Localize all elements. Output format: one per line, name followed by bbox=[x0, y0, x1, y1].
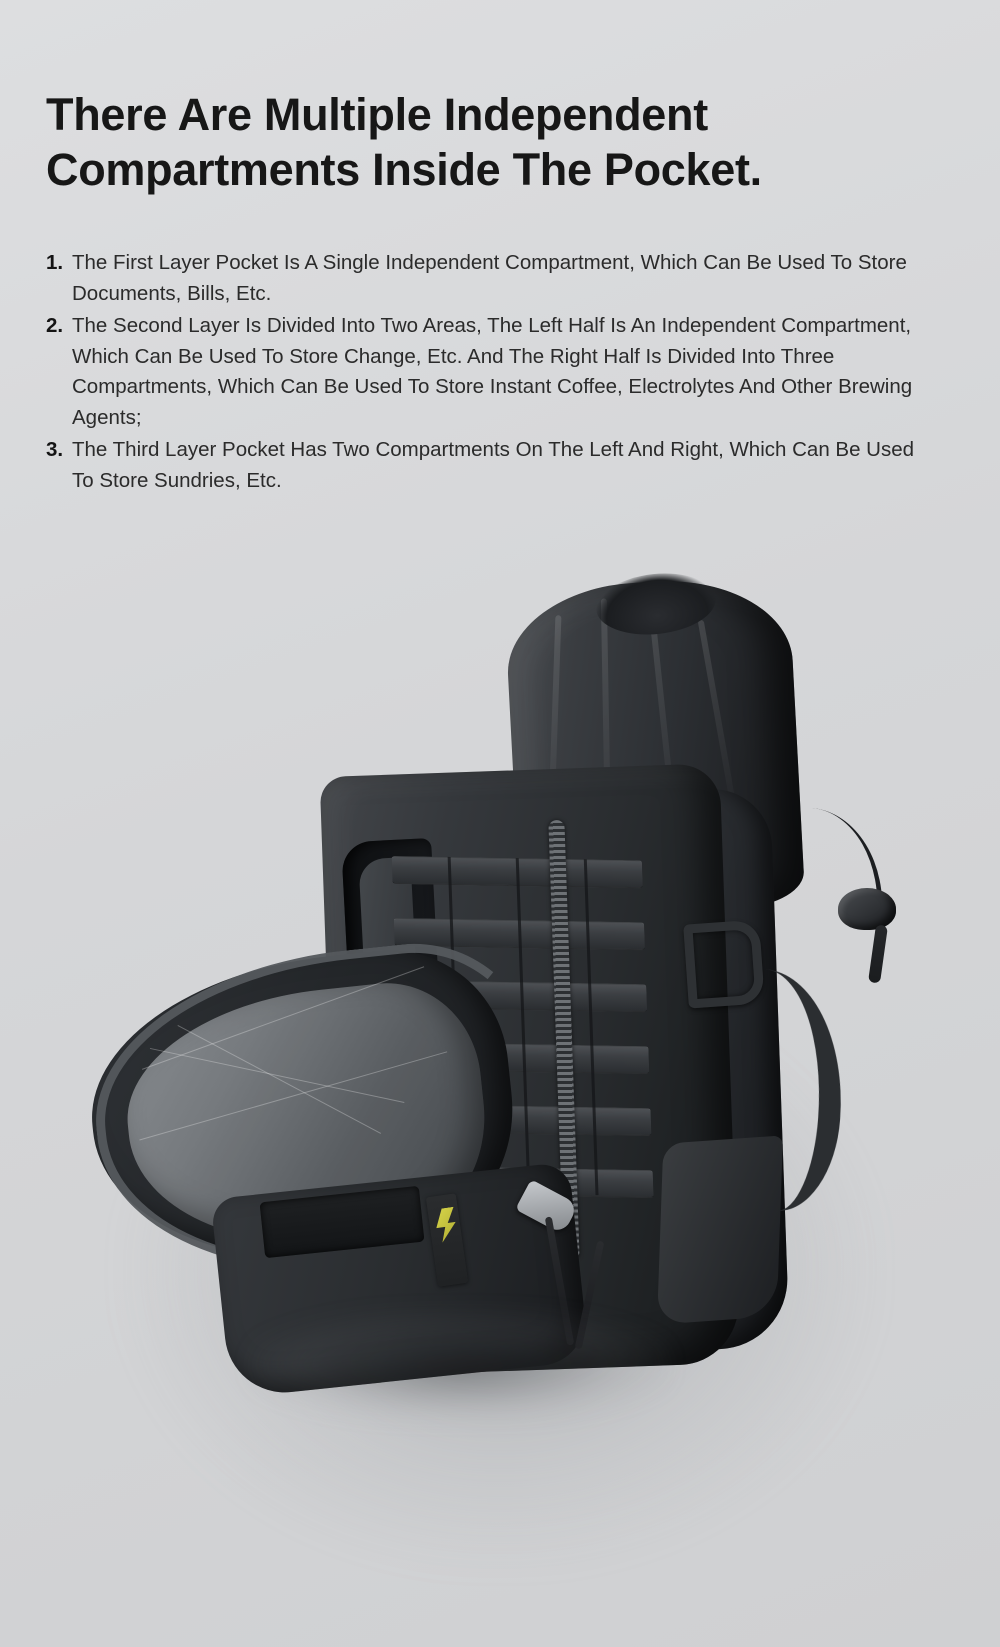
list-item-text: The Second Layer Is Divided Into Two Areas, The Left Half Is An Independent Compartment, Which Can Be Used To Store Change, Etc. And The Right Half Is Divided Into Three Compartments, Which Can Be Used To Store Instant Coffee, Electrolytes And Other Brewing Agents; bbox=[72, 314, 913, 429]
strap-lower-section bbox=[657, 1135, 783, 1324]
list-item-number: 2. bbox=[46, 314, 64, 338]
contact-shadow bbox=[250, 1310, 670, 1420]
list-item bbox=[46, 435, 926, 496]
product-photo bbox=[0, 540, 1000, 1647]
list-item-text: The First Layer Pocket Is A Single Independent Compartment, Which Can Be Used To Store Documents, Bills, Etc. bbox=[72, 251, 907, 305]
list-item bbox=[46, 311, 926, 433]
list-item bbox=[46, 248, 926, 309]
molle-stitch bbox=[584, 859, 599, 1195]
list-item-text: The Third Layer Pocket Has Two Compartments On The Left And Right, Which Can Be Used To Store Sundries, Etc. bbox=[72, 438, 915, 492]
page-title-line-1: There Are Multiple Independent bbox=[46, 89, 708, 141]
feature-list bbox=[46, 248, 926, 498]
list-item-number: 3. bbox=[46, 438, 64, 462]
list-item-number: 1. bbox=[46, 251, 64, 274]
page-title bbox=[46, 88, 946, 198]
page-title-line-2: Compartments Inside The Pocket. bbox=[46, 144, 762, 196]
cord-lock-toggle bbox=[838, 888, 896, 930]
